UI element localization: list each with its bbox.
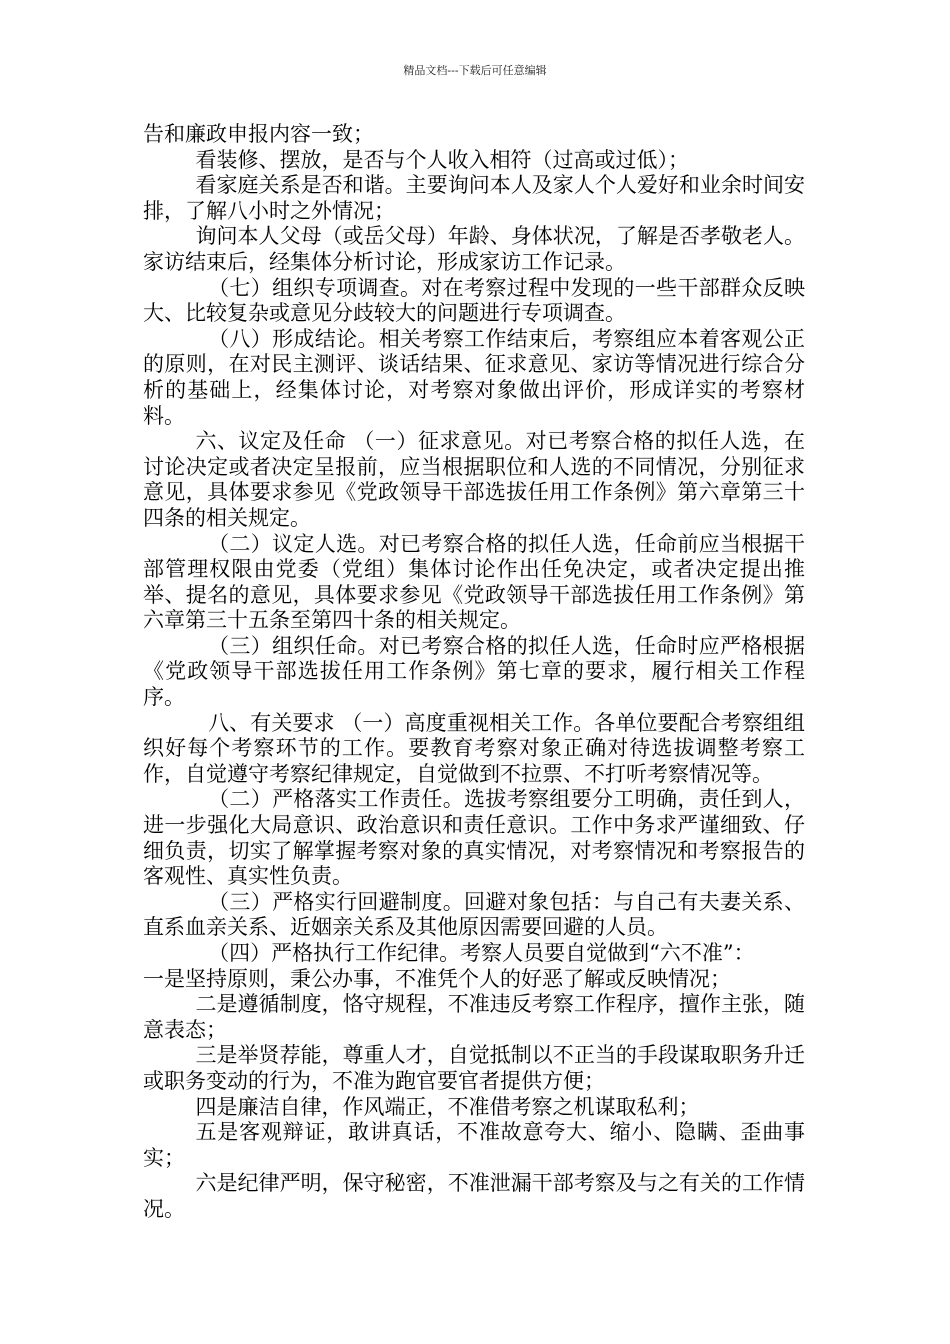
paragraph: （二）议定人选。对已考察合格的拟任人选，任命前应当根据干部管理权限由党委（党组）集体讨论作出任免决定，或者决定提出推举、提名的意见，具体要求参见《党政领导干部选拔任用工作条例》第六章第三十五条至第四十条的相关规定。 bbox=[143, 531, 805, 633]
section-heading-paragraph: 八、有关要求 （一）高度重视相关工作。各单位要配合考察组组织好每个考察环节的工作。要教育考察对象正确对待选拔调整考察工作，自觉遵守考察纪律规定，自觉做到不拉票、不打听考察情况等。 bbox=[143, 710, 805, 786]
paragraph: （三）组织任命。对已考察合格的拟任人选，任命时应严格根据《党政领导干部选拔任用工作条例》第七章的要求，履行相关工作程序。 bbox=[143, 633, 805, 710]
page-header: 精品文档---下载后可任意编辑 bbox=[403, 64, 547, 77]
paragraph: 三是举贤荐能，尊重人才，自觉抵制以不正当的手段谋取职务升迁或职务变动的行为，不准为跑官要官者提供方便； bbox=[143, 1043, 805, 1093]
paragraph: 一是坚持原则，秉公办事，不准凭个人的好恶了解或反映情况； bbox=[143, 966, 731, 991]
paragraph: 看家庭关系是否和谐。主要询问本人及家人个人爱好和业余时间安排，了解八小时之外情况； bbox=[143, 173, 805, 223]
paragraph: 四是廉洁自律，作风端正，不准借考察之机谋取私利； bbox=[195, 1094, 700, 1119]
paragraph: 看装修、摆放，是否与个人收入相符（过高或过低）； bbox=[195, 147, 689, 172]
paragraph: 询问本人父母（或岳父母）年龄、身体状况，了解是否孝敬老人。家访结束后，经集体分析讨论，形成家访工作记录。 bbox=[143, 224, 805, 274]
paragraph: 五是客观辩证，敢讲真话，不准故意夸大、缩小、隐瞒、歪曲事实； bbox=[143, 1120, 805, 1170]
paragraph: 二是遵循制度，恪守规程，不准违反考察工作程序，擅作主张，随意表态； bbox=[143, 992, 805, 1042]
paragraph: 告和廉政申报内容一致； bbox=[143, 122, 374, 146]
document-body bbox=[143, 122, 805, 1223]
paragraph: （四）严格执行工作纪律。考察人员要自觉做到“六不准”： bbox=[208, 941, 755, 965]
paragraph: （八）形成结论。相关考察工作结束后，考察组应本着客观公正的原则，在对民主测评、谈话结果、征求意见、家访等情况进行综合分析的基础上，经集体讨论，对考察对象做出评价，形成详实的考察材料。 bbox=[143, 326, 805, 428]
paragraph: （七）组织专项调查。对在考察过程中发现的一些干部群众反映大、比较复杂或意见分歧较大的问题进行专项调查。 bbox=[143, 275, 805, 326]
paragraph: （二）严格落实工作责任。选拔考察组要分工明确，责任到人，进一步强化大局意识、政治意识和责任意识。工作中务求严谨细致、仔细负责，切实了解掌握考察对象的真实情况，对考察情况和考察报告的客观性、真实性负责。 bbox=[143, 787, 805, 889]
section-heading-paragraph: 六、议定及任命 （一）征求意见。对已考察合格的拟任人选，在讨论决定或者决定呈报前，应当根据职位和人选的不同情况，分别征求意见，具体要求参见《党政领导干部选拔任用工作条例》第六章第三十四条的相关规定。 bbox=[143, 429, 805, 530]
paragraph: （三）严格实行回避制度。回避对象包括：与自己有夫妻关系、直系血亲关系、近姻亲关系及其他原因需要回避的人员。 bbox=[143, 889, 805, 940]
paragraph: 六是纪律严明，保守秘密，不准泄漏干部考察及与之有关的工作情况。 bbox=[143, 1171, 805, 1221]
